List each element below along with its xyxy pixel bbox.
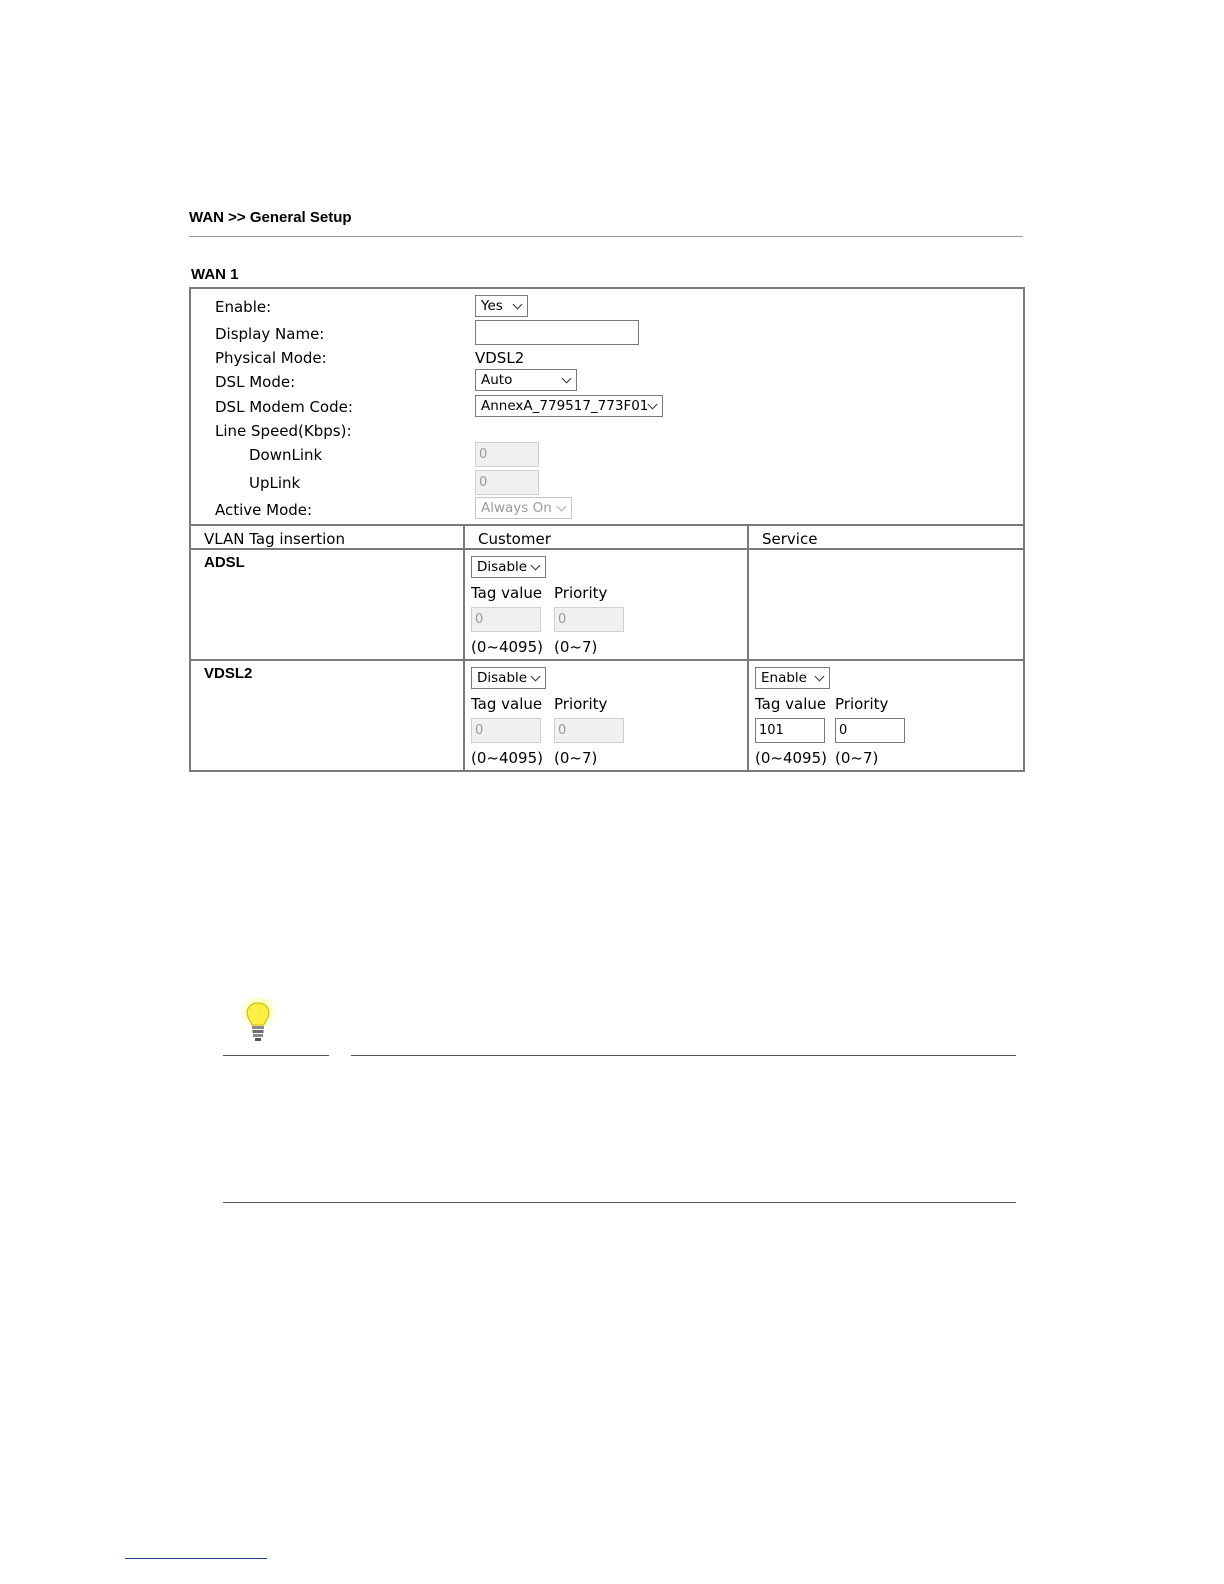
physical-mode-value: VDSL2 — [475, 349, 525, 367]
footer-divider — [125, 1558, 267, 1559]
display-name-input[interactable] — [475, 320, 639, 345]
vdsl2-customer-state-value: Disable — [477, 670, 528, 686]
enable-select-value: Yes — [481, 298, 503, 314]
vlan-table — [189, 524, 1025, 772]
vlan-header-row — [190, 525, 1024, 549]
vdsl2-service-tag-label: Tag value — [755, 695, 827, 713]
vdsl2-service-tag-input[interactable]: 101 — [755, 718, 825, 743]
vlan-header-cell — [464, 525, 748, 549]
active-mode-select — [475, 497, 572, 519]
chevron-down-icon — [557, 502, 567, 512]
adsl-row-name: ADSL — [204, 554, 245, 571]
chevron-down-icon — [815, 672, 825, 682]
vdsl2-row-name: VDSL2 — [204, 665, 253, 682]
note-divider-bottom — [223, 1202, 1016, 1203]
dsl-modem-code-select[interactable] — [475, 395, 663, 417]
lightbulb-icon — [238, 997, 278, 1049]
adsl-customer-cell — [464, 549, 748, 660]
enable-select[interactable] — [475, 295, 528, 317]
vdsl2-customer-tag-label: Tag value — [471, 695, 543, 713]
chevron-down-icon — [531, 561, 541, 571]
vdsl2-customer-tag-range: (0~4095) — [471, 749, 543, 767]
vlan-header-tag-insertion: VLAN Tag insertion — [204, 530, 345, 548]
downlink-input: 0 — [475, 442, 539, 467]
adsl-customer-tag-label: Tag value — [471, 584, 543, 602]
enable-label: Enable: — [215, 298, 272, 316]
vdsl2-customer-tag-input: 0 — [471, 718, 541, 743]
wan-settings-box — [189, 287, 1025, 526]
chevron-down-icon — [531, 672, 541, 682]
chevron-down-icon — [648, 400, 658, 410]
vlan-header-cell — [190, 525, 464, 549]
line-speed-label: Line Speed(Kbps): — [215, 422, 352, 440]
vdsl2-service-tag-range: (0~4095) — [755, 749, 827, 767]
physical-mode-label: Physical Mode: — [215, 349, 327, 367]
adsl-customer-state-select[interactable] — [471, 556, 546, 578]
adsl-customer-priority-label: Priority — [554, 584, 608, 602]
adsl-customer-priority-range: (0~7) — [554, 638, 598, 656]
uplink-label: UpLink — [249, 474, 301, 492]
vlan-header-cell — [748, 525, 1024, 549]
vdsl2-service-priority-input[interactable]: 0 — [835, 718, 905, 743]
adsl-service-cell — [748, 549, 1024, 660]
vdsl2-customer-priority-range: (0~7) — [554, 749, 598, 767]
chevron-down-icon — [513, 300, 523, 310]
note-divider-short — [223, 1055, 329, 1056]
dsl-mode-select-value: Auto — [481, 372, 513, 388]
dsl-modem-code-label: DSL Modem Code: — [215, 398, 353, 416]
downlink-label: DownLink — [249, 446, 323, 464]
vdsl2-customer-state-select[interactable] — [471, 667, 546, 689]
vdsl2-service-priority-label: Priority — [835, 695, 889, 713]
adsl-customer-priority-input: 0 — [554, 607, 624, 632]
adsl-customer-tag-range: (0~4095) — [471, 638, 543, 656]
dsl-modem-code-select-value: AnnexA_779517_773F01 — [481, 398, 649, 414]
vdsl2-service-state-select[interactable] — [755, 667, 830, 689]
adsl-customer-tag-input: 0 — [471, 607, 541, 632]
uplink-input: 0 — [475, 470, 539, 495]
breadcrumb: WAN >> General Setup — [189, 209, 352, 226]
dsl-mode-select[interactable] — [475, 369, 577, 391]
active-mode-label: Active Mode: — [215, 501, 313, 519]
note-divider-long — [351, 1055, 1016, 1056]
vlan-row-name-cell — [190, 549, 464, 660]
vdsl2-service-priority-range: (0~7) — [835, 749, 879, 767]
vdsl2-customer-priority-input: 0 — [554, 718, 624, 743]
vlan-row-adsl — [190, 549, 1024, 660]
chevron-down-icon — [562, 374, 572, 384]
section-title: WAN 1 — [191, 266, 239, 283]
vlan-row-vdsl2 — [190, 660, 1024, 771]
vdsl2-customer-cell — [464, 660, 748, 771]
display-name-label: Display Name: — [215, 325, 325, 343]
vlan-header-service: Service — [762, 530, 818, 548]
dsl-mode-label: DSL Mode: — [215, 373, 296, 391]
vdsl2-service-cell — [748, 660, 1024, 771]
active-mode-select-value: Always On — [481, 500, 552, 516]
header-divider — [189, 236, 1023, 237]
vlan-row-name-cell — [190, 660, 464, 771]
vdsl2-customer-priority-label: Priority — [554, 695, 608, 713]
vdsl2-service-state-value: Enable — [761, 670, 807, 686]
adsl-customer-state-value: Disable — [477, 559, 528, 575]
vlan-header-customer: Customer — [478, 530, 551, 548]
